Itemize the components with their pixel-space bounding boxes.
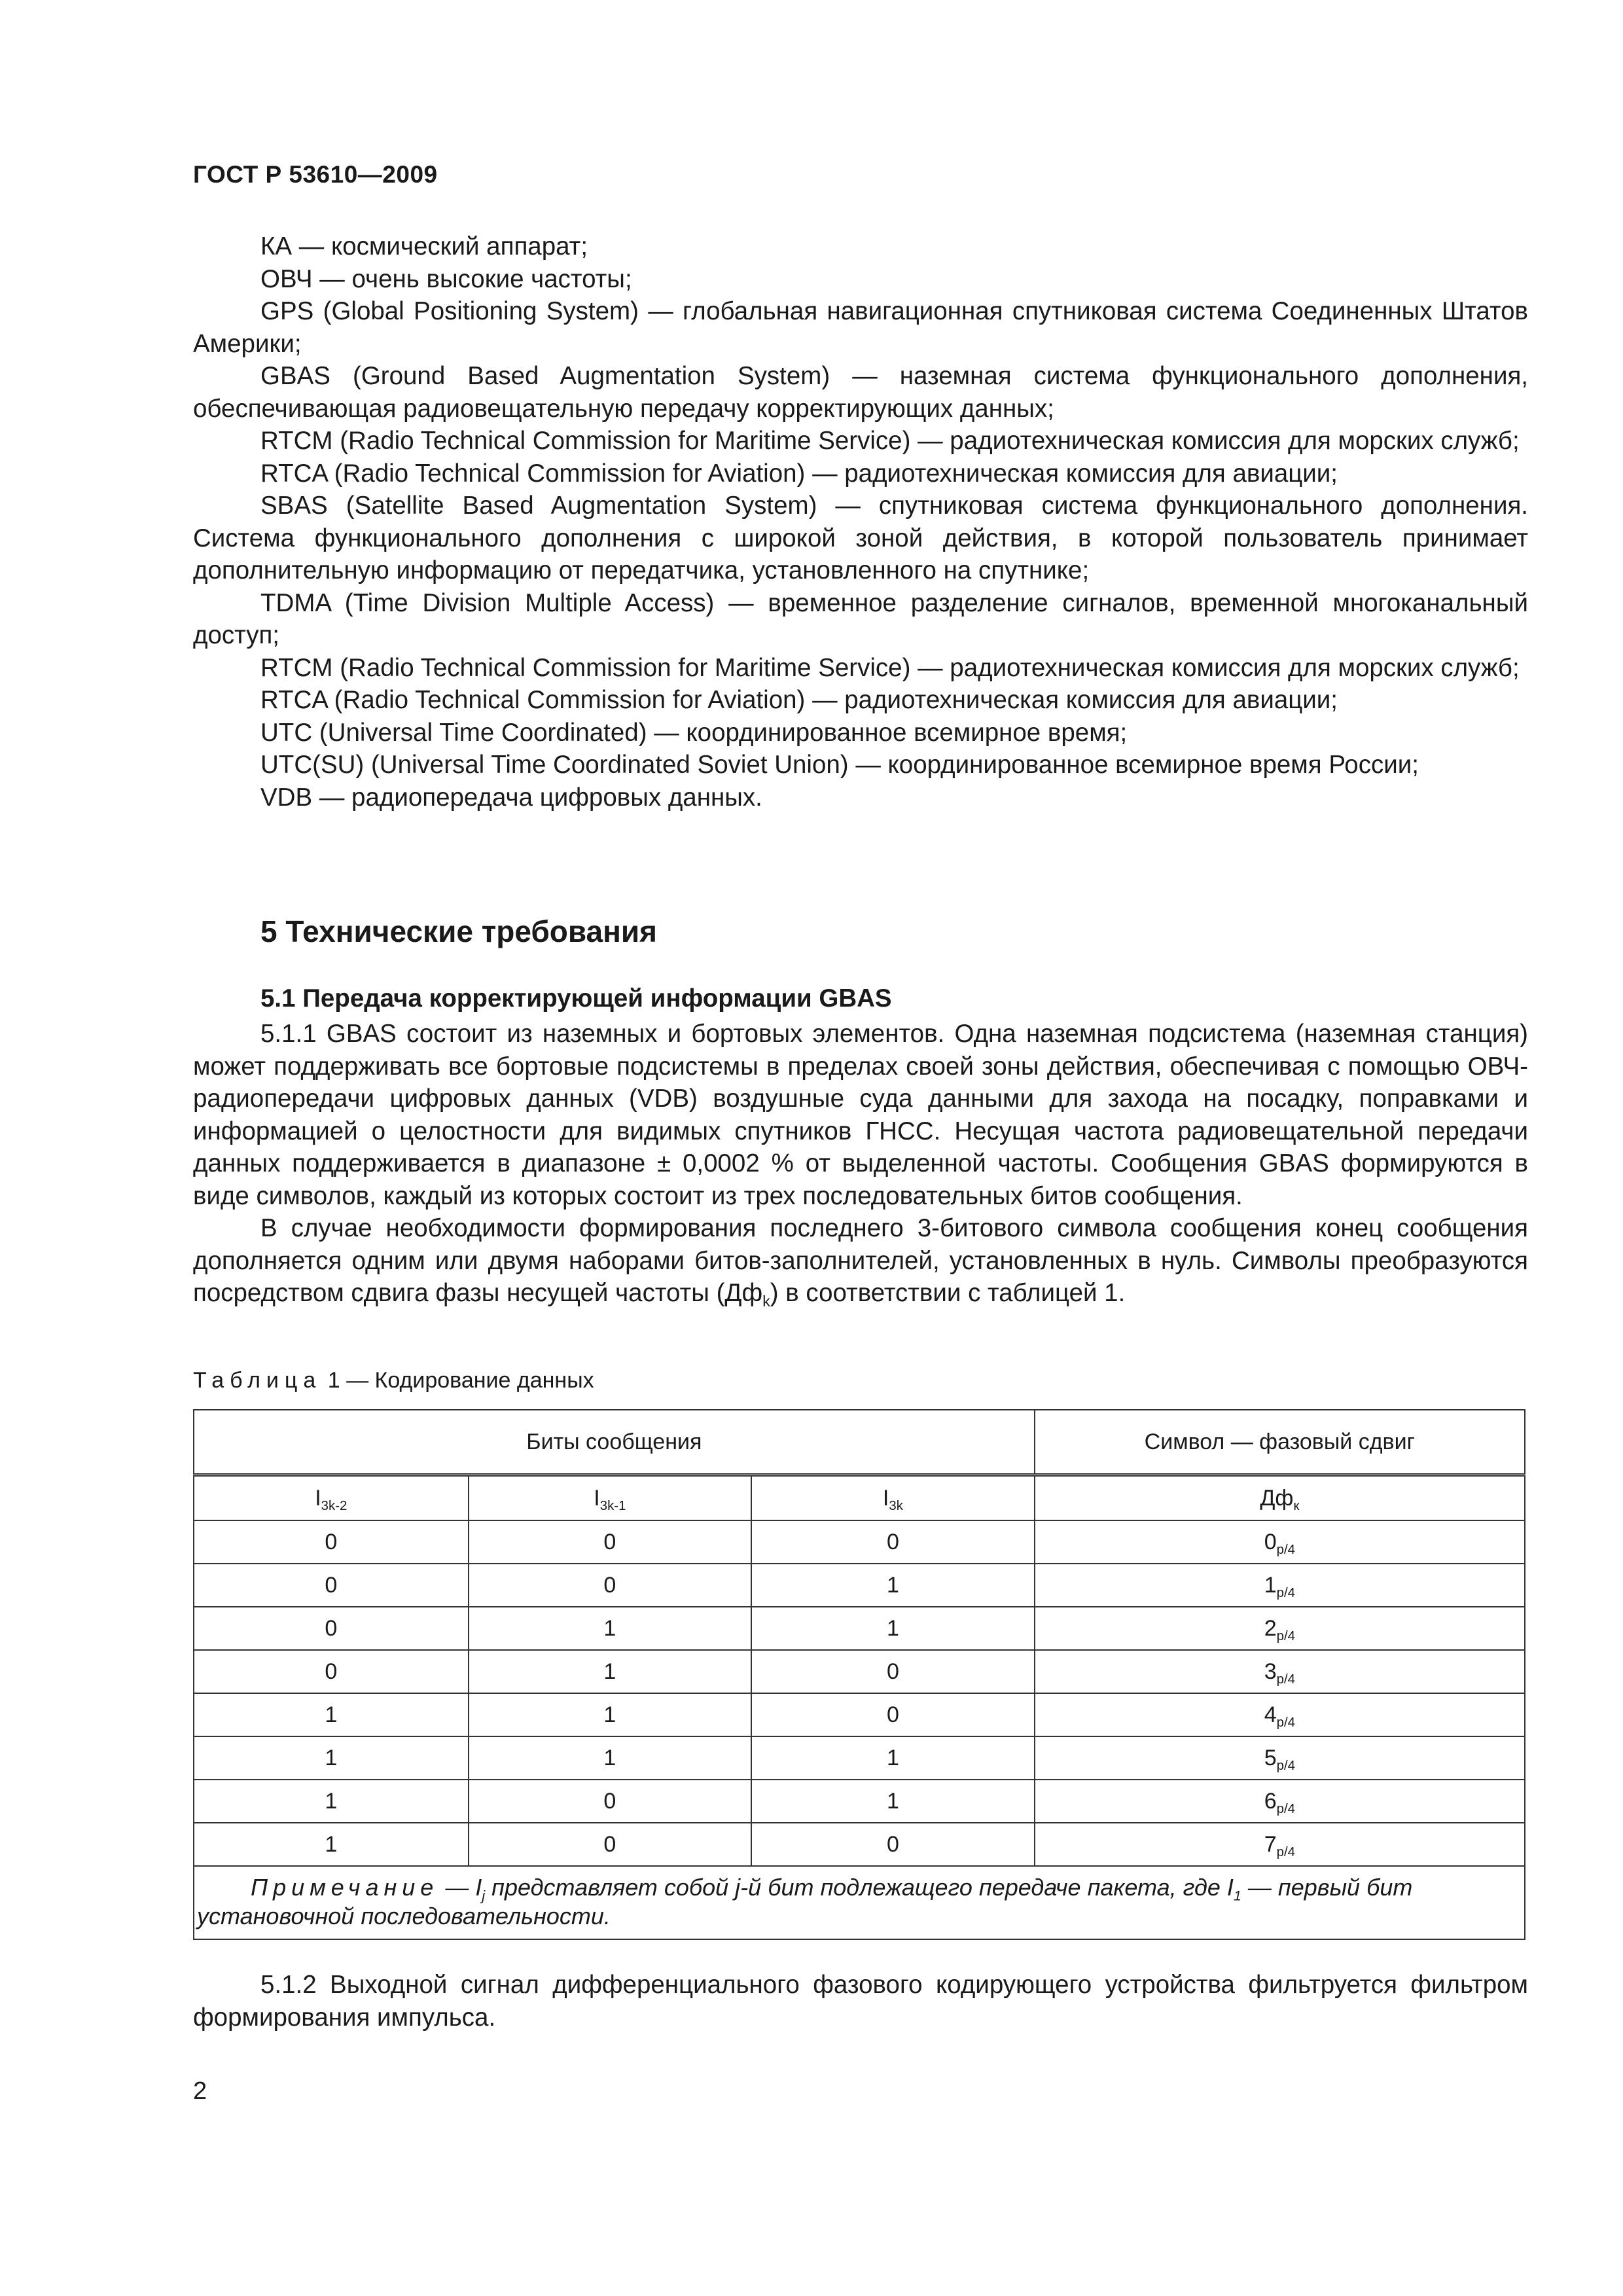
table-row (194, 1693, 1525, 1736)
section-body (193, 1018, 1528, 1310)
table-cell: 1 (469, 1693, 752, 1736)
table-row (194, 1780, 1525, 1823)
table-cell: 0 (751, 1520, 1035, 1564)
abbreviations-list (193, 230, 1528, 814)
subsection-heading: 5.1 Передача корректирующей информации GBAS (260, 984, 892, 1013)
abbreviation-entry: UTC (Universal Time Coordinated) — координированное всемирное время; (260, 718, 1128, 747)
header-bits: Биты сообщения (194, 1410, 1035, 1475)
abbreviation-entry: RTCA (Radio Technical Commission for Aviation) — радиотехническая комиссия для авиации; (260, 686, 1338, 714)
table-row (194, 1823, 1525, 1866)
section-5-1-2 (193, 1969, 1528, 2034)
column-header: $I_{3k-2}$ (194, 1475, 469, 1521)
abbreviation-entry: RTCA (Radio Technical Commission for Aviation) — радиотехническая комиссия для авиации; (260, 459, 1338, 488)
table-cell: 0 (469, 1780, 752, 1823)
paragraph-5-1-1-cont (193, 1212, 1528, 1310)
table-cell: 1 (194, 1823, 469, 1866)
table-cell: $4_{p/4}$ (1035, 1693, 1525, 1736)
table-note: Примечание — $I_j$ представляет собой j-й бит подлежащего передаче пакета, где $I_1$ — первый бит установочной последовательности. (194, 1866, 1525, 1939)
note-label: Примечание (251, 1874, 439, 1901)
abbreviation-entry: SBAS (Satellite Based Augmentation System) — спутниковая система функционального дополнения. Система функционального дополнения с широкой зоной действия, в которой пользователь принимает дополнительную информацию от передатчика, установленного на спутнике; (193, 492, 1528, 584)
column-header: $I_{3k-1}$ (469, 1475, 752, 1521)
table-cell: 0 (194, 1607, 469, 1650)
table-cell: $6_{p/4}$ (1035, 1780, 1525, 1823)
table-caption (193, 1368, 594, 1393)
table-cell: $1_{p/4}$ (1035, 1564, 1525, 1607)
column-header: $Дф_к$ (1035, 1475, 1525, 1521)
table-row (194, 1564, 1525, 1607)
abbreviation-entry: КА — космический аппарат; (260, 232, 588, 260)
subscript: k (762, 1293, 770, 1310)
table-cell: 1 (751, 1780, 1035, 1823)
table-header-row (194, 1410, 1525, 1475)
section-heading: 5 Технические требования (260, 914, 657, 948)
table-cell: 0 (469, 1520, 752, 1564)
abbreviation-entry: TDMA (Time Division Multiple Access) — временное разделение сигналов, временной многоканальный доступ; (193, 588, 1528, 649)
table-caption-title: 1 — Кодирование данных (321, 1368, 594, 1393)
document-code: ГОСТ Р 53610—2009 (193, 161, 438, 188)
abbreviation-entry: VDB — радиопередача цифровых данных. (260, 783, 762, 812)
paragraph-5-1-1: 5.1.1 GBAS состоит из наземных и бортовых элементов. Одна наземная подсистема (наземная станция) может поддерживать все бортовые подсистемы в пределах своей зоны действия, обеспечивая с помощью ОВЧ-радиопередачи цифровых данных (VDB) воздушные суда данными для захода на посадку, поправками и информацией о целостности для видимых спутников ГНСС. Несущая частота радиовещательной передачи данных поддерживается в диапазоне ± 0,0002 % от выделенной частоты. Сообщения GBAS формируются в виде символов, каждый из которых состоит из трех последовательных битов сообщения. (193, 1020, 1528, 1210)
abbreviation-entry: ОВЧ — очень высокие частоты; (260, 264, 632, 293)
table-cell: $0_{p/4}$ (1035, 1520, 1525, 1564)
table-cell: 0 (194, 1520, 469, 1564)
table-cell: 1 (469, 1607, 752, 1650)
table-cell: 0 (194, 1564, 469, 1607)
table-cell: $7_{p/4}$ (1035, 1823, 1525, 1866)
table-note-row (194, 1866, 1525, 1939)
abbreviation-entry: GPS (Global Positioning System) — глобальная навигационная спутниковая система Соединенных Штатов Америки; (193, 297, 1528, 358)
abbreviation-entry: GBAS (Ground Based Augmentation System) — наземная система функционального дополнения, обеспечивающая радиовещательную передачу корректирующих данных; (193, 362, 1528, 423)
table-cell: $2_{p/4}$ (1035, 1607, 1525, 1650)
table-row (194, 1607, 1525, 1650)
table-cell: 1 (194, 1780, 469, 1823)
table-cell: 1 (194, 1736, 469, 1780)
table-row (194, 1520, 1525, 1564)
header-symbol: Символ — фазовый сдвиг (1035, 1410, 1525, 1475)
table-cell: 1 (751, 1564, 1035, 1607)
data-coding-table (193, 1409, 1525, 1940)
page-number: 2 (193, 2077, 207, 2105)
table-row (194, 1650, 1525, 1693)
table-row (194, 1736, 1525, 1780)
table-cell: 1 (751, 1736, 1035, 1780)
column-header: $I_{3k}$ (751, 1475, 1035, 1521)
table-cell: 1 (194, 1693, 469, 1736)
table-cell: 0 (469, 1823, 752, 1866)
abbreviation-entry: RTCM (Radio Technical Commission for Maritime Service) — радиотехническая комиссия для морских служб; (260, 427, 1520, 455)
table-cell: 0 (751, 1823, 1035, 1866)
paragraph-text: ) в соответствии с таблицей 1. (770, 1279, 1126, 1307)
table-cell: 0 (469, 1564, 752, 1607)
table-cell: $5_{p/4}$ (1035, 1736, 1525, 1780)
table-cell: $3_{p/4}$ (1035, 1650, 1525, 1693)
table-cell: 1 (469, 1650, 752, 1693)
table-cell: 1 (751, 1607, 1035, 1650)
table-cell: 1 (469, 1736, 752, 1780)
table-cell: 0 (751, 1693, 1035, 1736)
abbreviation-entry: UTC(SU) (Universal Time Coordinated Soviet Union) — координированное всемирное время России; (260, 751, 1419, 779)
table-subheader-row (194, 1475, 1525, 1521)
table-cell: 0 (194, 1650, 469, 1693)
paragraph-5-1-2: 5.1.2 Выходной сигнал дифференциального фазового кодирующего устройства фильтруется фильтром формирования импульса. (193, 1971, 1528, 2032)
abbreviation-entry: RTCM (Radio Technical Commission for Maritime Service) — радиотехническая комиссия для морских служб; (260, 653, 1520, 682)
paragraph-text: В случае необходимости формирования последнего 3-битового символа сообщения конец сообщения дополняется одним или двумя наборами битов-заполнителей, установленных в нуль. Символы преобразуются посредством сдвига фазы несущей частоты (Дф (193, 1214, 1528, 1307)
table-cell: 0 (751, 1650, 1035, 1693)
table-caption-label: Таблица (193, 1368, 322, 1393)
